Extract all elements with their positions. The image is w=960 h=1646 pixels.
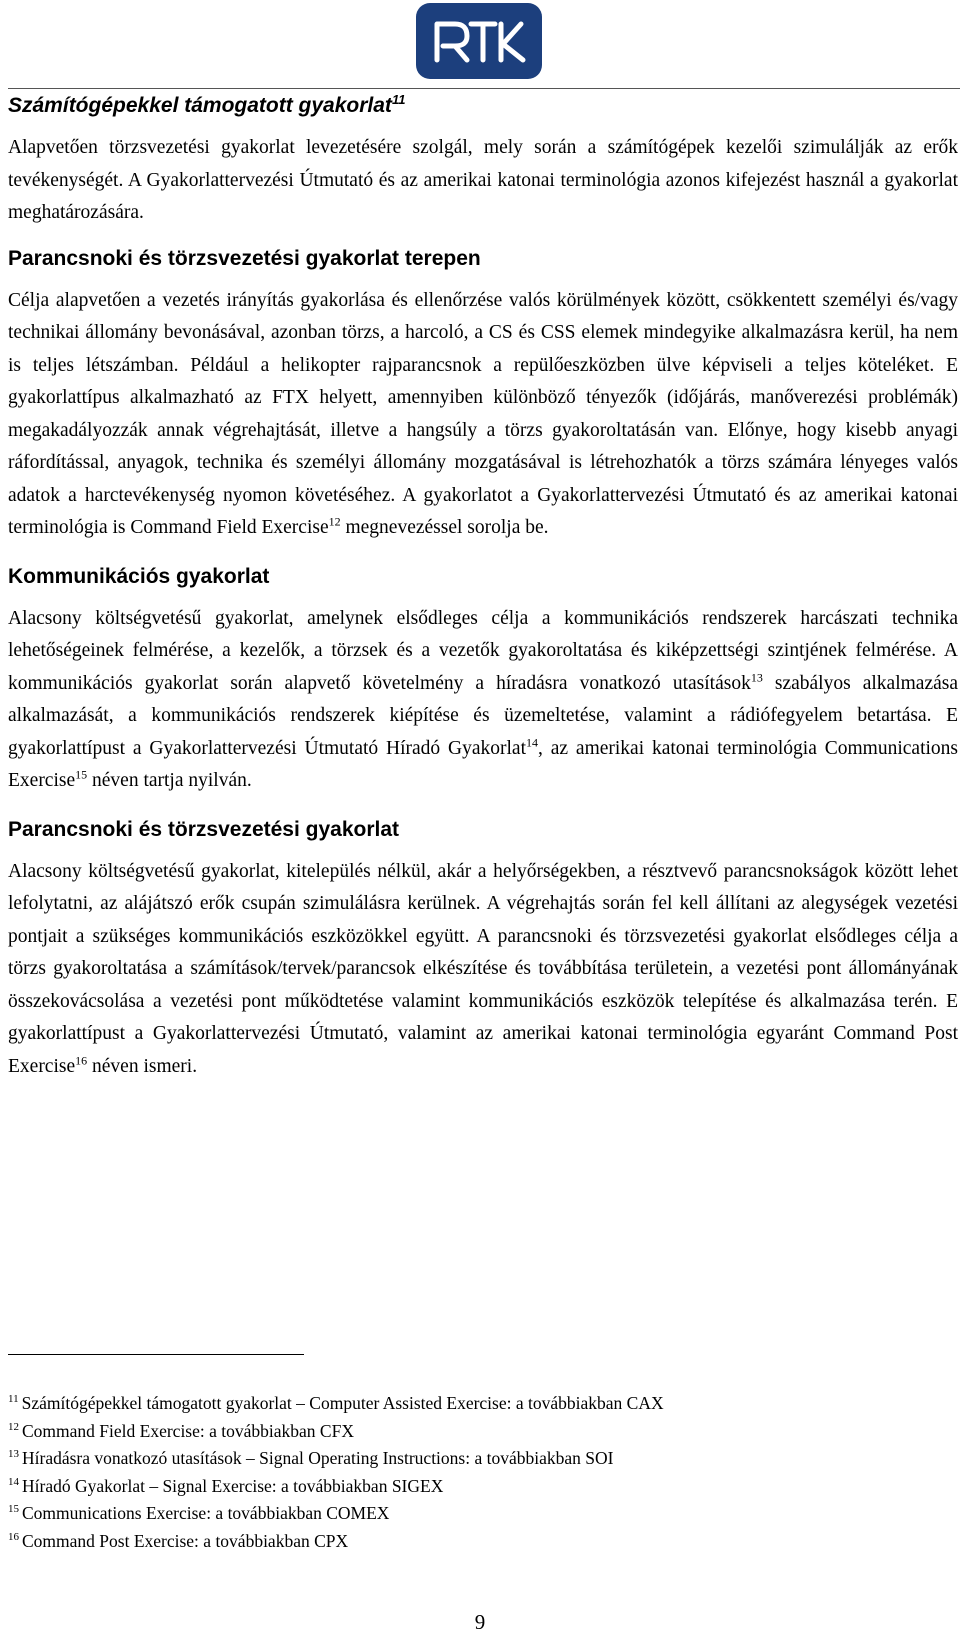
footnote-divider — [8, 1354, 304, 1355]
section-communications — [8, 565, 958, 798]
section-paragraph: Alapvetően törzsvezetési gyakorlat levezetésére szolgál, mely során a számítógépek kezelői szimulálják az erők tevékenységét. A Gyakorlattervezési Útmutató és az amerikai katonai terminológia azonos kifejezést használ a gyakorlat meghatározására. — [8, 137, 958, 223]
rtk-logo — [416, 3, 542, 79]
footnotes — [8, 1390, 948, 1555]
section-heading: Parancsnoki és törzsvezetési gyakorlat — [8, 817, 400, 841]
section-paragraph: Alacsony költségvetésű gyakorlat, amelynek elsődleges célja a kommunikációs rendszerek harcászati technika lehetőségeinek felmérése, a kezelők, a törzsek és a vezetők gyakoroltatása és kiképzettségi szintjének felmérése. A kommunikációs gyakorlat során alapvető követelmény a híradásra vonatkozó utasítások$^{13}$ szabályos alkalmazása alkalmazását, a kommunikációs rendszerek kiépítése és üzemeltetése, valamint a rádiófegyelem betartása. E gyakorlattípust a Gyakorlattervezési Útmutató Híradó Gyakorlat$^{14}$, az amerikai katonai terminológia Communications Exercise$^{15}$ néven tartja nyilván. — [8, 607, 958, 791]
footnote-item: $^{13}$ Híradásra vonatkozó utasítások – Signal Operating Instructions: a továbbiakban SOI — [8, 1448, 614, 1468]
section-heading: Kommunikációs gyakorlat — [8, 564, 270, 588]
section-heading: Számítógépekkel támogatott gyakorlat$^{11}$ — [8, 92, 406, 117]
footnote-ref: 13 — [750, 670, 763, 684]
section-cax — [8, 94, 958, 230]
footnote-ref: 12 — [328, 514, 341, 529]
footnote-ref: 16 — [75, 1053, 88, 1067]
main-content — [8, 94, 958, 1083]
page-number: 9 — [474, 1610, 486, 1634]
footnote-ref: 15 — [75, 767, 88, 782]
rtk-logo-mark — [429, 16, 529, 66]
section-paragraph: Alacsony költségvetésű gyakorlat, kitelepülés nélkül, akár a helyőrségekben, a résztvevő parancsnokságok között lehet lefolytatni, az alájátszó erők csupán szimulálásra kerülnek. A végrehajtás során fel kell állítani az alegységek vezetési pontjait a szükséges kommunikációs eszközökkel együtt. A parancsnoki és törzsvezetési gyakorlat elsődleges célja a törzs gyakoroltatása a számítások/tervek/parancsok elkészítése és továbbítása területein, a vezetési pont állományának összekovácsolása a vezetési pont működtetése valamint kommunikációs eszközök telepítése és alkalmazása terén. E gyakorlattípust a Gyakorlattervezési Útmutató, valamint az amerikai katonai terminológia egyaránt Command Post Exercise$^{16}$ néven ismeri. — [8, 860, 958, 1077]
footnote-item: $^{12}$ Command Field Exercise: a továbbiakban CFX — [8, 1420, 354, 1441]
section-command-post — [8, 818, 958, 1084]
section-paragraph: Célja alapvetően a vezetés irányítás gyakorlása és ellenőrzése valós körülmények között, csökkentett személyi és/vagy technikai állomány bevonásával, azonban törzs, a harcoló, a CS és CSS elemek mindegyike alkalmazásra kerül, ha nem is teljes létszámban. Például a helikopter rajparancsnok a repülőeszközben ülve képviseli a teljes köteléket. E gyakorlattípus alkalmazható az FTX helyett, amennyiben különböző tényezők (időjárás, manőverezési problémák) megakadályozzák annak végrehajtását, illetve a hangsúly a törzs gyakoroltatásán van. Előnye, hogy kisebb anyagi ráfordítással, anyagok, technika és személyi állomány mozgatásával is létrehozhatók a törzs számára lényeges valós adatok a harctevékenység nyomon követéséhez. A gyakorlatot a Gyakorlattervezési Útmutató és az amerikai katonai terminológia is Command Field Exercise$^{12}$ megnevezéssel sorolja be. — [8, 289, 958, 538]
footnote-item: $^{11}$ Számítógépekkel támogatott gyakorlat – Computer Assisted Exercise: a továbbiakban CAX — [8, 1393, 664, 1413]
footnote-item: $^{15}$ Communications Exercise: a továbbiakban COMEX — [8, 1503, 390, 1523]
section-field-exercise — [8, 247, 958, 545]
footnote-item: $^{14}$ Híradó Gyakorlat – Signal Exercise: a továbbiakban SIGEX — [8, 1475, 444, 1496]
footnote-ref: 14 — [526, 735, 538, 749]
footnote-item: $^{16}$ Command Post Exercise: a továbbiakban CPX — [8, 1530, 349, 1551]
footnote-ref: 11 — [391, 92, 406, 107]
section-heading: Parancsnoki és törzsvezetési gyakorlat terepen — [8, 246, 481, 270]
header-divider — [8, 88, 960, 89]
